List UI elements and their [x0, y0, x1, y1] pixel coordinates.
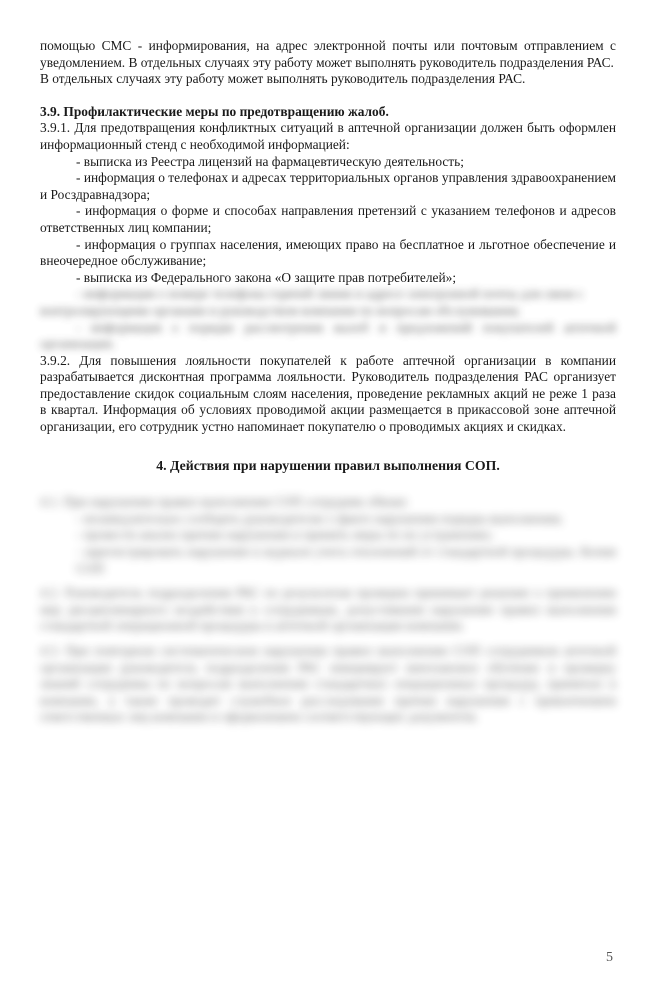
- list-item: - информация о форме и способах направления претензий с указанием телефонов и адресов ответственных лиц компании;: [40, 203, 616, 235]
- list-item: - информация о группах населения, имеющих право на бесплатное и льготное обеспечение и внеочередное обслуживание;: [40, 236, 616, 269]
- blurred-line: выполнения стандартных операционных процедур, принятых в компании, а также проводит служебное расследование: [40, 676, 616, 708]
- blurred-section-4-3: [40, 643, 616, 726]
- blurred-line: - провести анализ причин нарушения и принять меры по их устранению;: [76, 527, 494, 543]
- blurred-line: 4.3. При повторном систематическом нарушении правил выполнения СОП сотрудником аптечной организации: [40, 643, 616, 675]
- bullet-list: [40, 154, 616, 287]
- paragraph-note: В отдельных случаях эту работу может выполнять руководитель подразделения РАС.: [40, 71, 526, 87]
- blurred-line: 4.1. При нарушении правил выполнения СОП сотрудник обязан:: [40, 494, 409, 510]
- list-item: - информация о телефонах и адресах территориальных органов управления здравоохранением и Росздравнадзора;: [40, 170, 616, 202]
- blurred-text-block: [40, 286, 616, 352]
- blurred-line: воздействия к сотрудникам, допустившим нарушение правил выполнения стандартной операционной процедуры в аптечной организации компании.: [40, 601, 616, 634]
- blurred-section-4-2: [40, 585, 616, 635]
- blurred-line: контролирующими органами и руководством компании по вопросам обслуживания;: [40, 302, 521, 318]
- paragraph-3-9-1: 3.9.1. Для предотвращения конфликтных ситуаций в аптечной организации должен быть оформлен информационный стенд с необходимой информацией:: [40, 120, 616, 152]
- blurred-line: - информация о порядке рассмотрения жалоб и предложений покупателей аптечной организации.: [40, 319, 616, 352]
- list-item: - выписка из Федерального закона «О защите прав потребителей»;: [76, 269, 457, 285]
- blurred-line: причин нарушения с привлечением ответственных лиц компании и оформлением соответствующих документов.: [40, 692, 616, 725]
- blurred-line: - зарегистрировать нарушение в журнале учета отклонений от стандартной процедуры. Копия СОП: [76, 544, 616, 576]
- blurred-line: 4.2. Руководитель подразделения РАС по результатам проверки принимает решение о применении мер дисциплинарного: [40, 585, 616, 617]
- paragraph-3-9-2: 3.9.2. Для повышения лояльности покупателей к работе аптечной организации в компании разрабатывается дисконтная программа лояльности. Руководитель подразделения РАС организует предоставление скидок социальным слоям населения, проведение рекламных акций не реже 1 раза в квартал. Информация об условиях проводимой акции размещается в прикассовой зоне аптечной организации, его сотрудник устно напоминает покупателю о проводимых акциях и скидках.: [40, 352, 616, 435]
- blurred-line: - информация о номере телефона горячей линии и адресе электронной почты для связи с: [76, 286, 584, 302]
- blurred-line: - незамедлительно сообщить руководителю о факте нарушения порядка выполнения;: [76, 510, 563, 526]
- section-heading-4: 4. Действия при нарушении правил выполнения СОП.: [156, 457, 500, 473]
- document-page: [40, 38, 616, 726]
- page-number: 5: [606, 950, 613, 965]
- list-item: - выписка из Реестра лицензий на фармацевтическую деятельность;: [76, 153, 464, 169]
- paragraph-continuation: помощью СМС - информирования, на адрес электронной почты или почтовым отправлением с уведомлением. В отдельных случаях эту работу может выполнять руководитель подразделения РАС.: [40, 38, 616, 70]
- blurred-section-4-1: [40, 494, 616, 577]
- blurred-line: руководитель подразделения РАС инициирует внеплановое обучение и проверку знаний сотрудника по вопросам: [40, 659, 616, 692]
- section-heading-3-9: 3.9. Профилактические меры по предотвращению жалоб.: [40, 103, 389, 119]
